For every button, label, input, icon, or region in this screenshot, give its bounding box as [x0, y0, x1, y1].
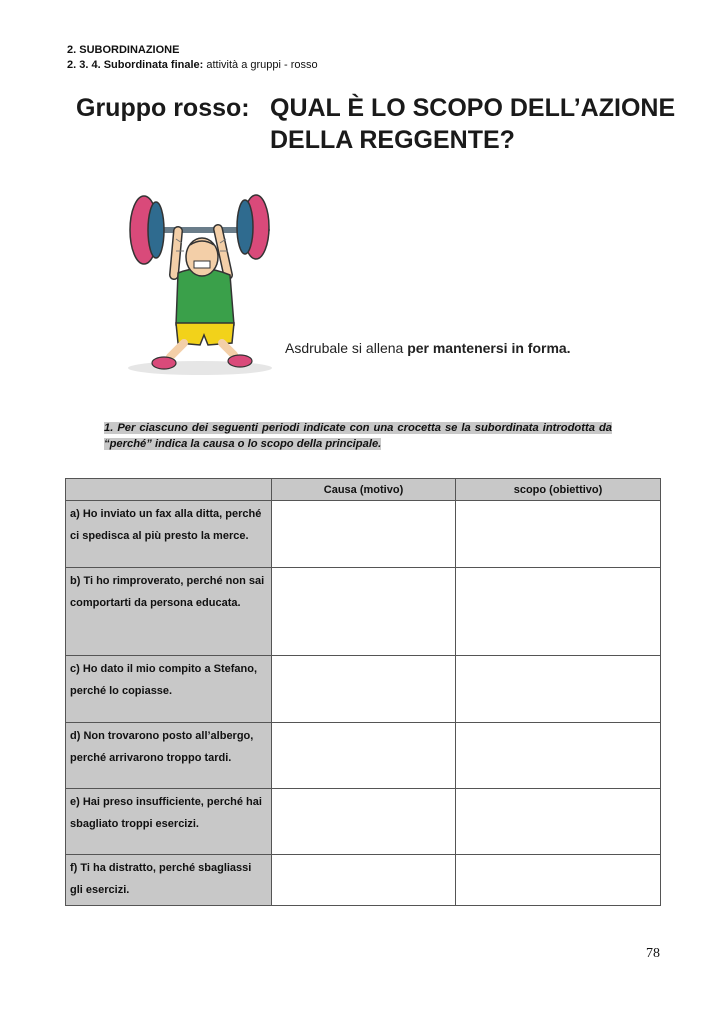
scopo-checkbox-cell[interactable] — [456, 789, 661, 855]
subsection-heading: 2. 3. 4. Subordinata finale: attività a gruppi - rosso — [67, 59, 318, 71]
table-row — [66, 723, 661, 789]
table-row — [66, 855, 661, 906]
weightlifter-illustration — [118, 185, 288, 377]
illustration-caption: Asdrubale si allena per mantenersi in forma. — [285, 340, 571, 356]
sentence-cell: e) Hai preso insufficiente, perché hai sbagliato troppi esercizi. — [66, 789, 272, 855]
page-title-prefix: Gruppo rosso: — [76, 94, 250, 122]
causa-checkbox-cell[interactable] — [272, 568, 456, 656]
header-cell-scopo: scopo (obiettivo) — [456, 479, 661, 501]
page-title-line2: DELLA REGGENTE? — [270, 126, 515, 154]
header-cell-blank — [66, 479, 272, 501]
causa-checkbox-cell[interactable] — [272, 789, 456, 855]
scopo-checkbox-cell[interactable] — [456, 501, 661, 568]
causa-checkbox-cell[interactable] — [272, 723, 456, 789]
table-row — [66, 568, 661, 656]
table-row — [66, 789, 661, 855]
table-row — [66, 501, 661, 568]
sentence-cell: d) Non trovarono posto all’albergo, perché arrivarono troppo tardi. — [66, 723, 272, 789]
sentence-cell: a) Ho inviato un fax alla ditta, perché ci spedisca al più presto la merce. — [66, 501, 272, 568]
section-heading: 2. SUBORDINAZIONE — [67, 44, 180, 56]
sentence-cell: b) Ti ho rimproverato, perché non sai comportarti da persona educata. — [66, 568, 272, 656]
scopo-checkbox-cell[interactable] — [456, 568, 661, 656]
exercise-table — [65, 478, 661, 906]
sentence-cell: f) Ti ha distratto, perché sbagliassi gli esercizi. — [66, 855, 272, 906]
causa-checkbox-cell[interactable] — [272, 656, 456, 723]
page-title-line1: QUAL È LO SCOPO DELL’AZIONE — [270, 94, 676, 122]
sentence-cell: c) Ho dato il mio compito a Stefano, perché lo copiasse. — [66, 656, 272, 723]
scopo-checkbox-cell[interactable] — [456, 656, 661, 723]
header-cell-causa: Causa (motivo) — [272, 479, 456, 501]
causa-checkbox-cell[interactable] — [272, 501, 456, 568]
table-row — [66, 656, 661, 723]
scopo-checkbox-cell[interactable] — [456, 855, 661, 906]
exercise-instruction: 1. Per ciascuno dei seguenti periodi indicate con una crocetta se la subordinata introdotta da “perché” indica la causa o lo scopo della principale. — [104, 422, 612, 450]
causa-checkbox-cell[interactable] — [272, 855, 456, 906]
scopo-checkbox-cell[interactable] — [456, 723, 661, 789]
table-header-row — [66, 479, 661, 501]
page-number: 78 — [646, 946, 660, 961]
